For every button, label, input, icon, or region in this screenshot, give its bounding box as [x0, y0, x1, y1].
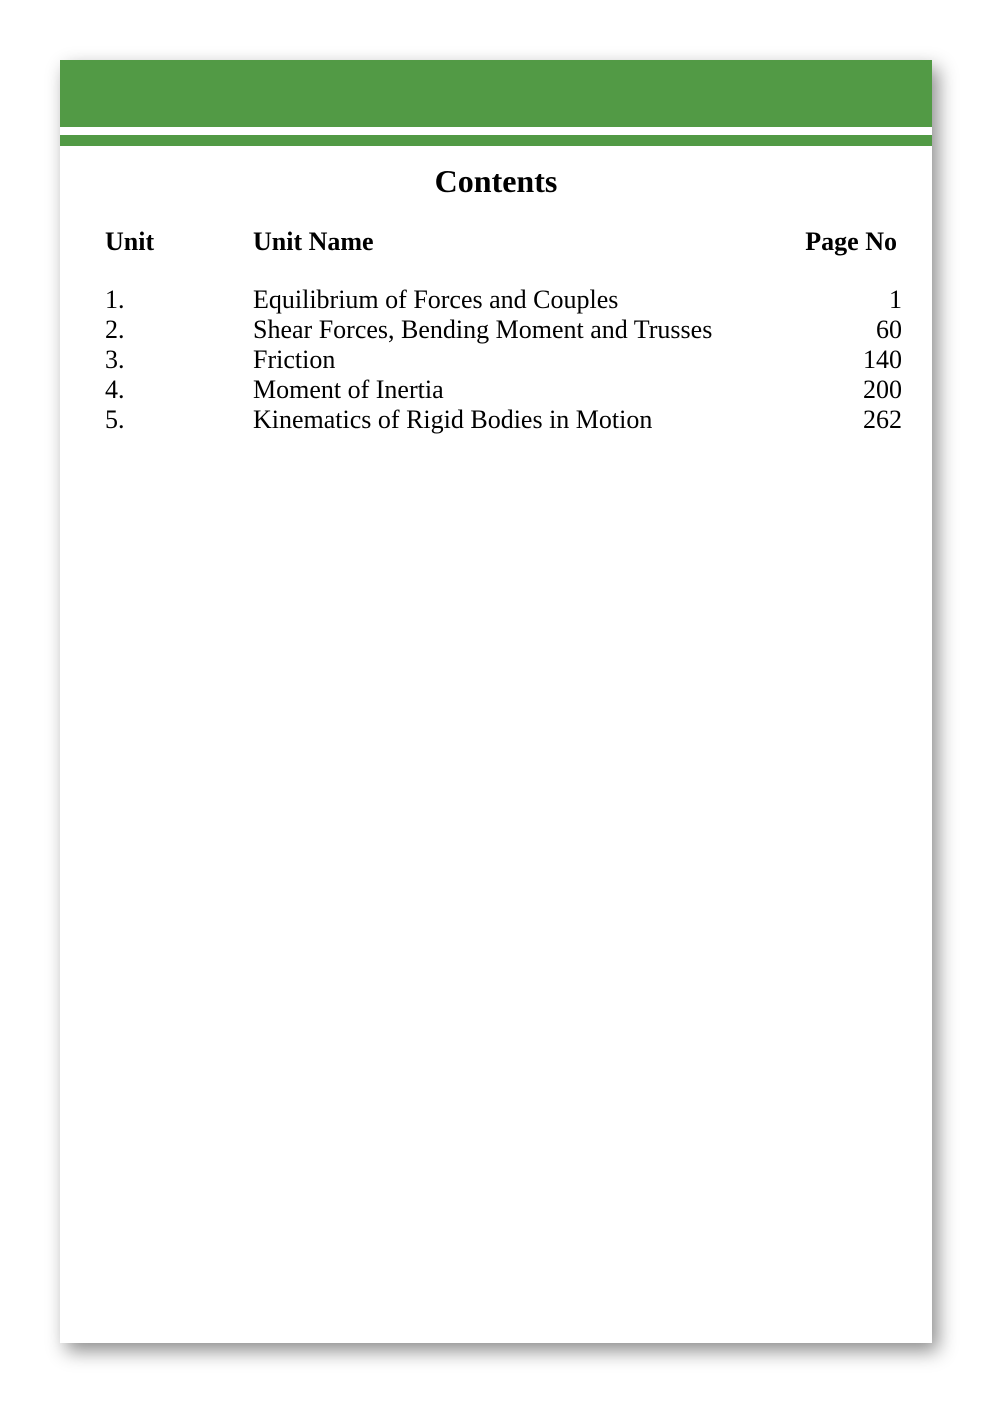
unit-number: 1.: [105, 285, 125, 314]
toc-row: [60, 285, 932, 315]
page-title: Contents: [434, 163, 558, 199]
toc-row: [60, 315, 932, 345]
document-page: [60, 60, 932, 1343]
toc-row: [60, 375, 932, 405]
unit-name: Equilibrium of Forces and Couples: [253, 285, 619, 314]
unit-name: Kinematics of Rigid Bodies in Motion: [253, 405, 653, 434]
toc-row: [60, 405, 932, 435]
header-band: [60, 60, 932, 127]
page-number: 1: [889, 285, 902, 314]
page-number: 140: [863, 345, 902, 374]
page-number: 60: [876, 315, 902, 344]
unit-number: 2.: [105, 315, 125, 344]
unit-name: Friction: [253, 345, 336, 374]
column-header-page-no: Page No: [805, 227, 897, 256]
column-header-unit: Unit: [105, 227, 155, 256]
unit-name: Moment of Inertia: [253, 375, 444, 404]
unit-number: 5.: [105, 405, 125, 434]
unit-number: 3.: [105, 345, 125, 374]
page-number: 200: [863, 375, 902, 404]
toc-row: [60, 345, 932, 375]
header-stripe: [60, 135, 932, 146]
unit-number: 4.: [105, 375, 125, 404]
page-number: 262: [863, 405, 902, 434]
column-header-unit-name: Unit Name: [253, 227, 374, 256]
unit-name: Shear Forces, Bending Moment and Trusses: [253, 315, 713, 344]
